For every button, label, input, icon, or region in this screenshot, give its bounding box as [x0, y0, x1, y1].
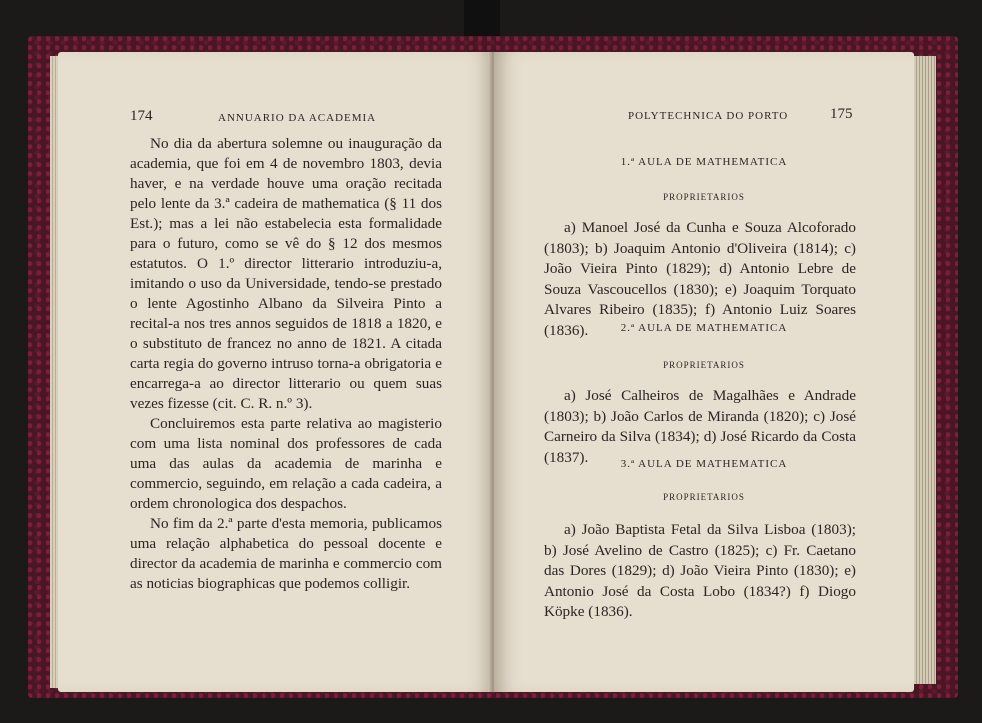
- section-subheading: PROPRIETARIOS: [663, 492, 745, 502]
- body-text: [130, 134, 442, 594]
- book-spine: [464, 0, 500, 40]
- section-text: [544, 520, 856, 623]
- running-head: POLYTECHNICA DO PORTO: [628, 110, 789, 122]
- section-heading: 2.ª AULA DE MATHEMATICA: [620, 322, 788, 334]
- section-heading: 1.ª AULA DE MATHEMATICA: [620, 156, 788, 168]
- page-number: 175: [830, 106, 853, 122]
- page-number: 174: [130, 108, 153, 124]
- running-head: ANNUARIO DA ACADEMIA: [218, 112, 377, 124]
- section-subheading: PROPRIETARIOS: [663, 192, 745, 202]
- left-page: [58, 52, 494, 692]
- section-heading: 3.ª AULA DE MATHEMATICA: [620, 458, 788, 470]
- paragraph: Concluiremos esta parte relativa ao magisterio com uma lista nominal dos professores de cada uma das aulas da academia de marinha e commercio, seguindo, em relação a cada cadeira, a ordem chronologica dos despachos.: [130, 415, 442, 512]
- paragraph: No dia da abertura solemne ou inauguração da academia, que foi em 4 de novembro 1803, devia haver, e na verdade houve uma oração recitada pelo lente da 3.ª cadeira de mathematica (§ 11 dos Est.); mas a lei não estabelecia esta formalidade para o futuro, como se vê do § 12 dos mesmos estatutos. O 1.º director litterario introduziu-a, imitando o uso da Universidade, tendo-se prestado o lente Agostinho Albano da Silveira Pinto a recital-a nos tres annos seguidos de 1818 a 1820, e o substituto de francez no anno de 1821. A citada carta regia do governo intruso torna-a obrigatoria e encarrega-a ao director litterario ou quem suas vezes fizesse (cit. C. R. n.º 3).: [130, 135, 442, 412]
- right-page: [494, 52, 914, 692]
- section-paragraph: a) José Calheiros de Magalhães e Andrade (1803); b) João Carlos de Miranda (1820); c) José Carneiro da Silva (1834); d) José Ricardo da Costa (1837).: [544, 387, 856, 466]
- section-paragraph: a) João Baptista Fetal da Silva Lisboa (1803); b) José Avelino de Castro (1825); c) Fr. Caetano das Dores (1829); d) João Vieira Pinto (1830); e) Antonio José da Costa Lobo (1834?) f) Diogo Köpke (1836).: [544, 521, 856, 620]
- section-paragraph: a) Manoel José da Cunha e Souza Alcoforado (1803); b) Joaquim Antonio d'Oliveira (1814); c) João Vieira Pinto (1829); d) Antonio Lebre de Souza Vascoucellos (1830); e) Joaquim Torquato Alvares Ribeiro (1835); f) Antonio Luiz Soares (1836).: [544, 219, 856, 339]
- paragraph: No fim da 2.ª parte d'esta memoria, publicamos uma relação alphabetica do pessoal docente e director da academia de marinha e commercio com as noticias biographicas que podemos colligir.: [130, 515, 442, 592]
- section-text: [544, 386, 856, 468]
- section-subheading: PROPRIETARIOS: [663, 360, 745, 370]
